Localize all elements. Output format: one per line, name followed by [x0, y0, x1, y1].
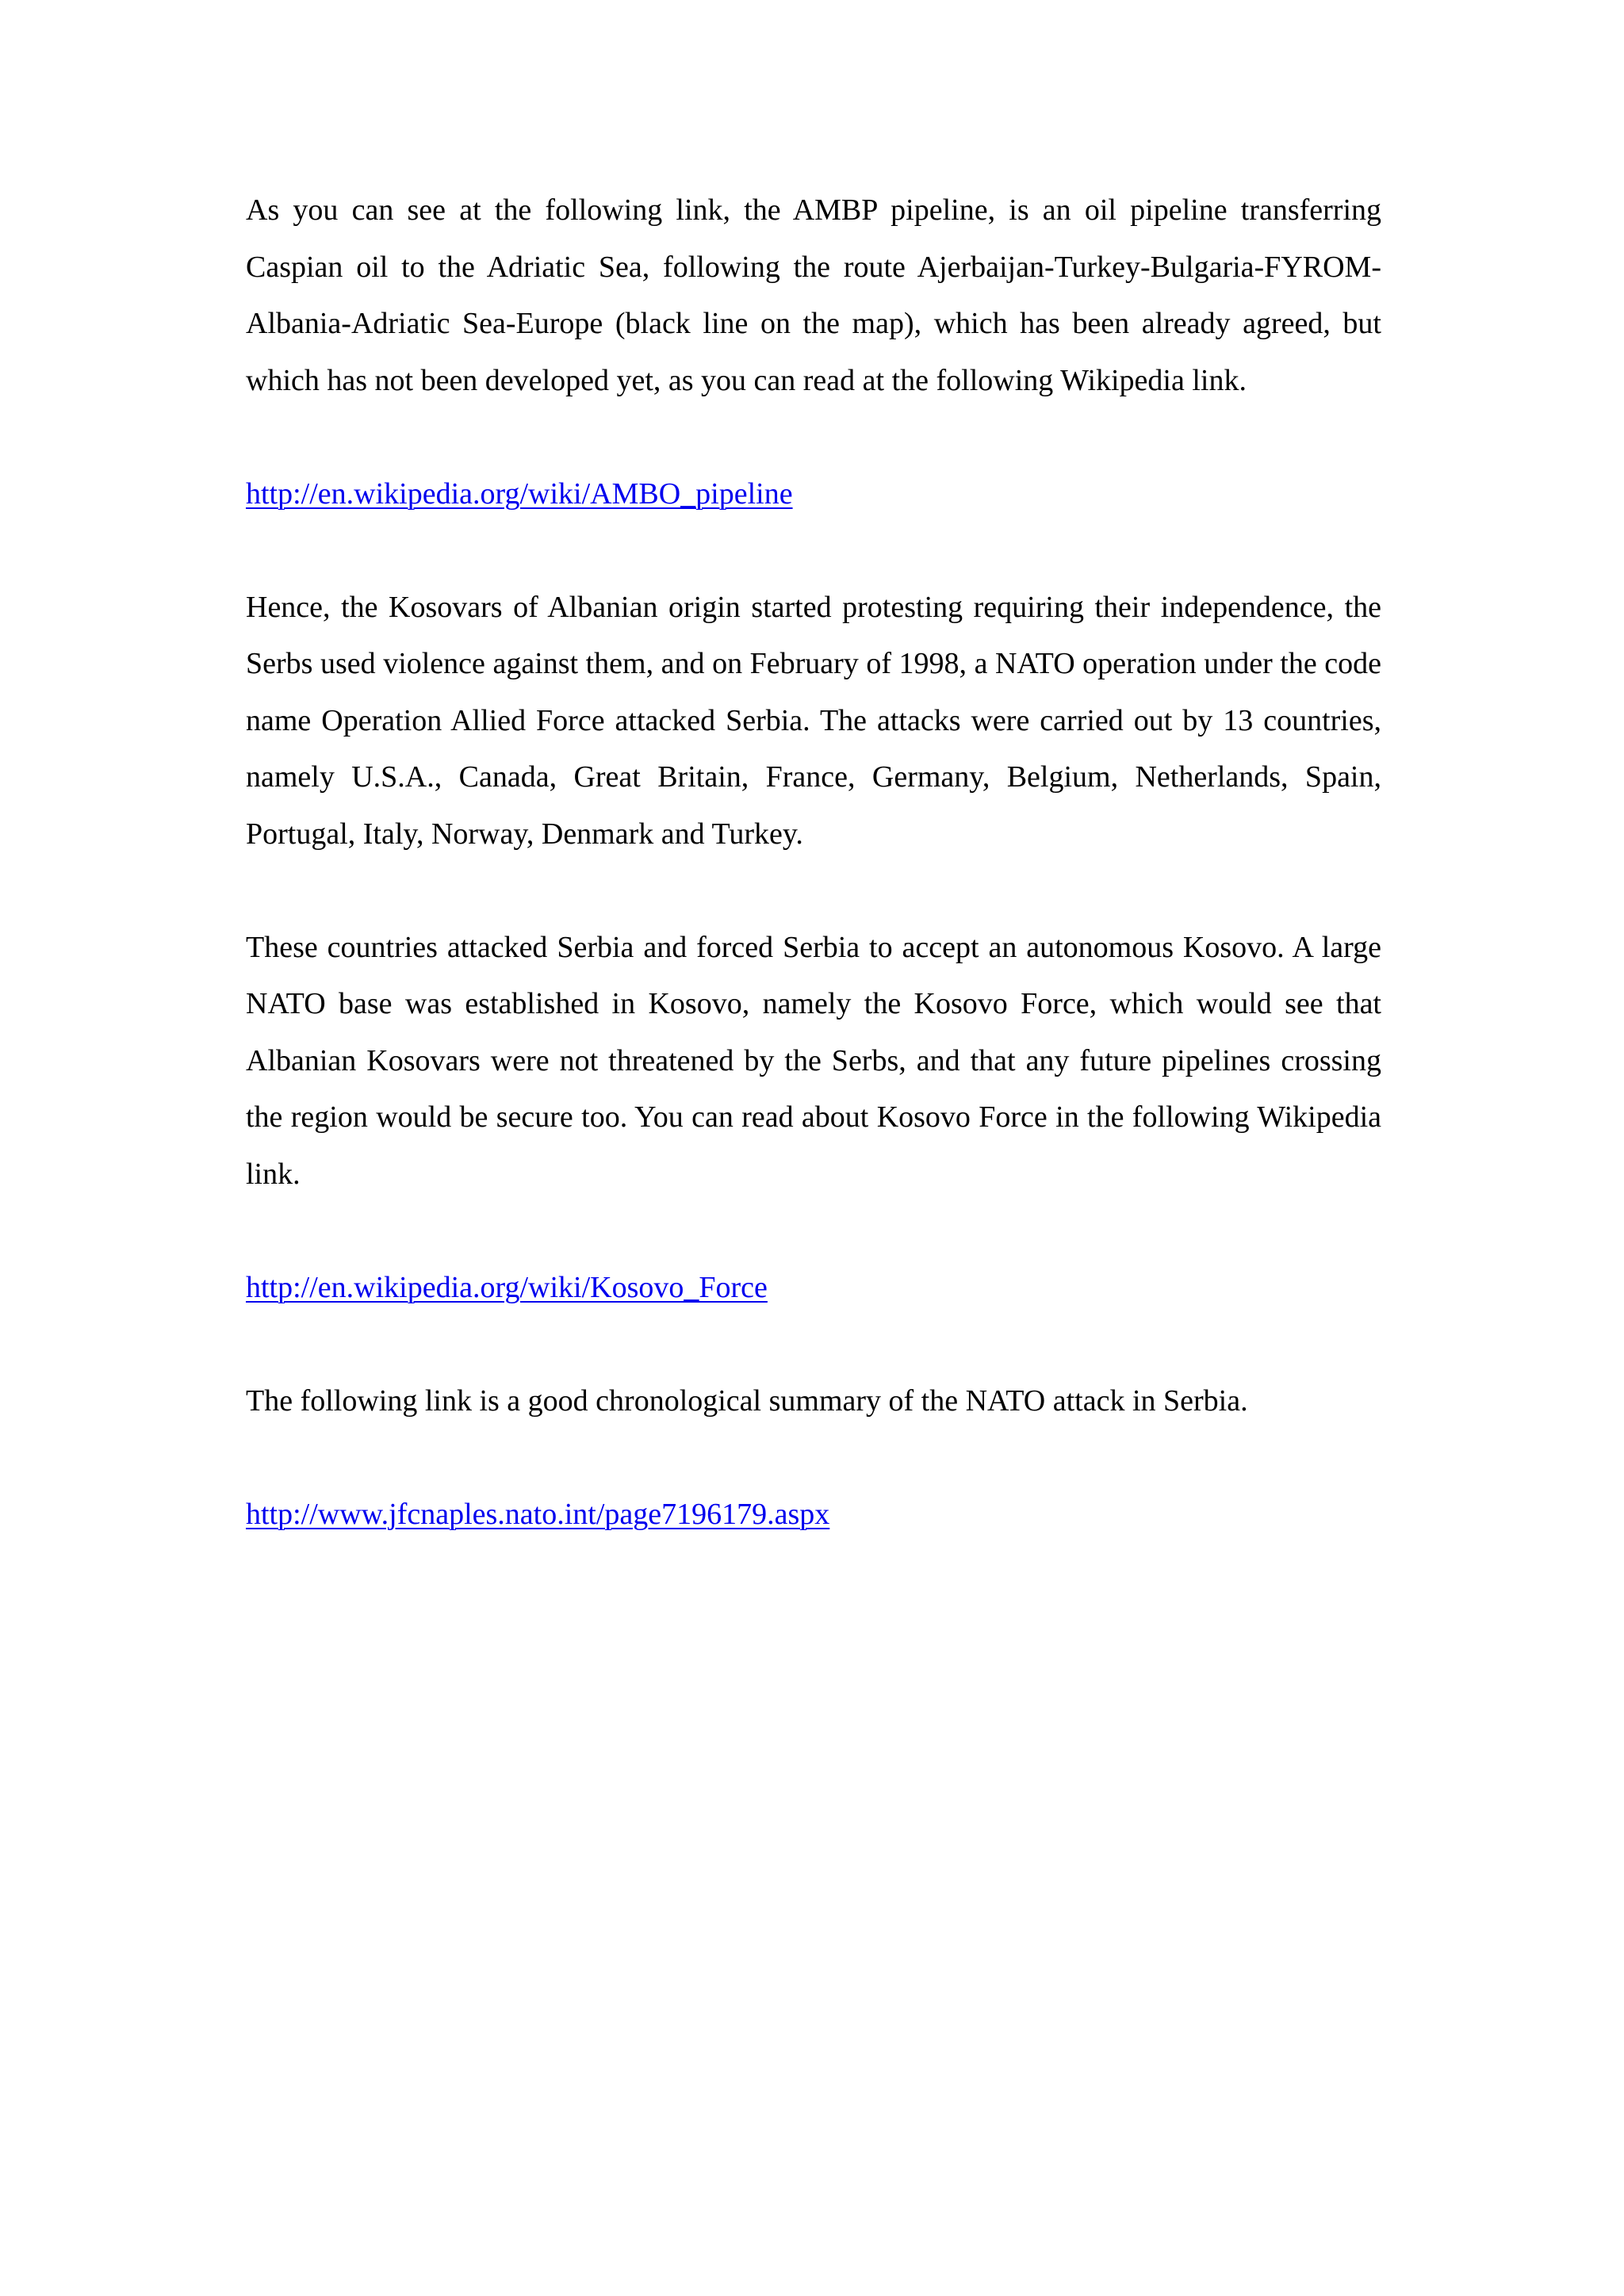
paragraph-kosovo-force: These countries attacked Serbia and forced Serbia to accept an autonomous Kosovo. A large NATO base was established in Kosovo, namely the Kosovo Force, which would see that Albanian Kosovars were not threatened by the Serbs, and that any future pipelines crossing the region would be secure too. You can read about Kosovo Force in the following Wikipedia link.: [246, 930, 1381, 1191]
link-line-jfcnaples: [246, 1487, 1381, 1544]
document-page: [246, 182, 1381, 1600]
paragraph-kosovars-protest: Hence, the Kosovars of Albanian origin started protesting requiring their independence, the Serbs used violence against them, and on February of 1998, a NATO operation under the code name Operation Allied Force attacked Serbia. The attacks were carried out by 13 countries, namely U.S.A., Canada, Great Britain, France, Germany, Belgium, Netherlands, Spain, Portugal, Italy, Norway, Denmark and Turkey.: [246, 590, 1381, 851]
link-kosovo-force[interactable]: http://en.wikipedia.org/wiki/Kosovo_Force: [246, 1270, 768, 1304]
paragraph-ambp-pipeline: As you can see at the following link, the AMBP pipeline, is an oil pipeline transferring Caspian oil to the Adriatic Sea, following the route Ajerbaijan-Turkey-Bulgaria-FYROM-Albania-Adriatic Sea-Europe (black line on the map), which has been already agreed, but which has not been developed yet, as you can read at the following Wikipedia link.: [246, 193, 1381, 397]
paragraph-chronological-summary: The following link is a good chronological summary of the NATO attack in Serbia.: [246, 1383, 1248, 1418]
link-ambo-pipeline[interactable]: http://en.wikipedia.org/wiki/AMBO_pipeline: [246, 476, 793, 511]
link-line-ambo: [246, 466, 1381, 523]
link-line-kosovo-force: [246, 1260, 1381, 1317]
link-jfcnaples[interactable]: http://www.jfcnaples.nato.int/page7196179.aspx: [246, 1497, 830, 1531]
